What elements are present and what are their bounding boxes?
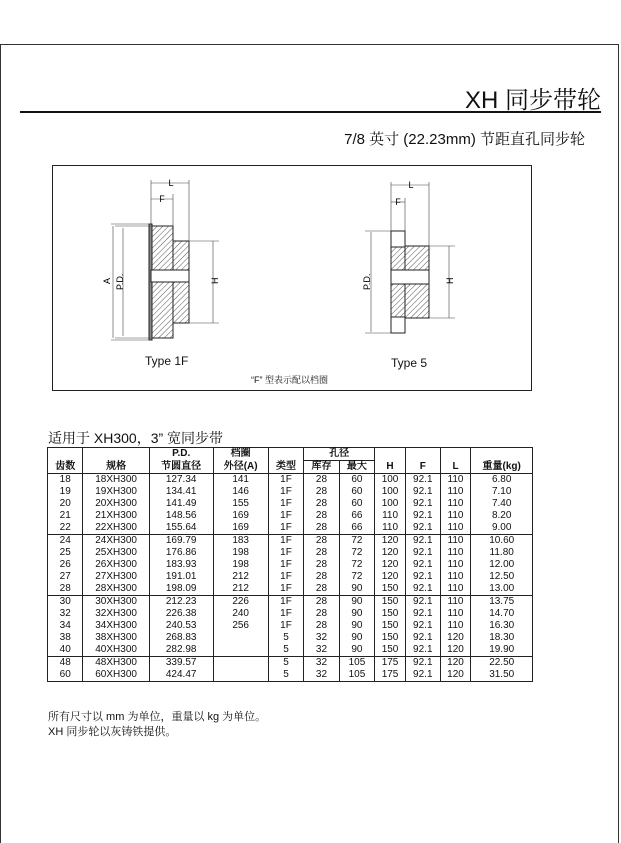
table-cell: 120 bbox=[440, 669, 471, 682]
table-cell: 28 bbox=[304, 620, 339, 632]
table-cell: 92.1 bbox=[405, 510, 440, 522]
table-cell: 110 bbox=[440, 571, 471, 583]
table-header-cell bbox=[471, 448, 533, 461]
table-row bbox=[48, 644, 533, 657]
table-header-row-1 bbox=[48, 448, 533, 461]
table-cell: 28 bbox=[304, 498, 339, 510]
table-cell: 198 bbox=[213, 547, 268, 559]
table-cell: 32XH300 bbox=[83, 608, 149, 620]
table-cell: 90 bbox=[339, 596, 374, 609]
table-cell: 5 bbox=[268, 657, 303, 670]
table-cell: 60XH300 bbox=[83, 669, 149, 682]
table-cell: 28 bbox=[304, 608, 339, 620]
table-header-cell: 类型 bbox=[268, 461, 303, 474]
table-header-cell: F bbox=[405, 461, 440, 474]
table-cell: 92.1 bbox=[405, 669, 440, 682]
table-cell: 26XH300 bbox=[83, 559, 149, 571]
table-row bbox=[48, 498, 533, 510]
table-cell: 32 bbox=[304, 632, 339, 644]
table-cell: 28 bbox=[304, 547, 339, 559]
table-header-cell bbox=[268, 448, 303, 461]
table-row bbox=[48, 596, 533, 609]
table-cell: 92.1 bbox=[405, 596, 440, 609]
table-cell: 110 bbox=[375, 510, 406, 522]
table-row bbox=[48, 535, 533, 548]
table-cell: 1F bbox=[268, 571, 303, 583]
table-cell: 176.86 bbox=[149, 547, 213, 559]
type-1f-caption: Type 1F bbox=[145, 354, 189, 368]
table-cell: 92.1 bbox=[405, 486, 440, 498]
footer-notes bbox=[48, 710, 266, 740]
table-cell: 22XH300 bbox=[83, 522, 149, 535]
table-cell: 120 bbox=[375, 547, 406, 559]
table-cell: 92.1 bbox=[405, 474, 440, 487]
table-cell: 8.20 bbox=[471, 510, 533, 522]
table-cell: 90 bbox=[339, 644, 374, 657]
table-cell: 1F bbox=[268, 535, 303, 548]
table-cell: 5 bbox=[268, 632, 303, 644]
table-cell: 268.83 bbox=[149, 632, 213, 644]
table-cell: 22 bbox=[48, 522, 83, 535]
table-cell: 25 bbox=[48, 547, 83, 559]
table-cell: 7.10 bbox=[471, 486, 533, 498]
table-cell: 72 bbox=[339, 535, 374, 548]
table-cell: 40 bbox=[48, 644, 83, 657]
table-cell: 1F bbox=[268, 474, 303, 487]
table-cell: 183 bbox=[213, 535, 268, 548]
table-cell: 1F bbox=[268, 608, 303, 620]
table-cell: 28 bbox=[304, 571, 339, 583]
table-cell: 72 bbox=[339, 559, 374, 571]
table-cell: 110 bbox=[440, 547, 471, 559]
table-cell: 28 bbox=[304, 583, 339, 596]
table-cell: 5 bbox=[268, 644, 303, 657]
table-row bbox=[48, 486, 533, 498]
table-cell: 424.47 bbox=[149, 669, 213, 682]
table-cell: 25XH300 bbox=[83, 547, 149, 559]
table-cell: 18.30 bbox=[471, 632, 533, 644]
table-cell: 28 bbox=[304, 474, 339, 487]
table-cell: 150 bbox=[375, 620, 406, 632]
table-cell: 28 bbox=[304, 535, 339, 548]
table-cell: 100 bbox=[375, 486, 406, 498]
table-cell: 6.80 bbox=[471, 474, 533, 487]
table-cell: 32 bbox=[304, 657, 339, 670]
table-cell: 20 bbox=[48, 498, 83, 510]
table-cell: 1F bbox=[268, 559, 303, 571]
table-cell: 120 bbox=[375, 571, 406, 583]
table-cell: 14.70 bbox=[471, 608, 533, 620]
table-cell: 38 bbox=[48, 632, 83, 644]
table-cell: 90 bbox=[339, 620, 374, 632]
table-row bbox=[48, 547, 533, 559]
table-header-cell bbox=[83, 448, 149, 461]
table-cell: 150 bbox=[375, 596, 406, 609]
table-cell: 92.1 bbox=[405, 498, 440, 510]
table-cell: 28 bbox=[304, 559, 339, 571]
table-cell: 146 bbox=[213, 486, 268, 498]
table-header-cell bbox=[440, 448, 471, 461]
table-cell: 120 bbox=[375, 559, 406, 571]
table-cell: 1F bbox=[268, 620, 303, 632]
table-cell: 5 bbox=[268, 669, 303, 682]
table-cell: 7.40 bbox=[471, 498, 533, 510]
table-header-cell: 齿数 bbox=[48, 461, 83, 474]
type5-F-label: F bbox=[395, 197, 401, 207]
table-cell: 30 bbox=[48, 596, 83, 609]
table-header-cell bbox=[405, 448, 440, 461]
table-cell: 240.53 bbox=[149, 620, 213, 632]
table-header-cell: 节圆直径 bbox=[149, 461, 213, 474]
table-cell: 28 bbox=[304, 510, 339, 522]
table-header-cell: H bbox=[375, 461, 406, 474]
table-cell: 26 bbox=[48, 559, 83, 571]
table-cell: 212 bbox=[213, 583, 268, 596]
table-cell: 92.1 bbox=[405, 522, 440, 535]
table-cell: 110 bbox=[440, 596, 471, 609]
table-cell: 38XH300 bbox=[83, 632, 149, 644]
table-cell: 24XH300 bbox=[83, 535, 149, 548]
table-cell: 22.50 bbox=[471, 657, 533, 670]
table-cell: 127.34 bbox=[149, 474, 213, 487]
table-cell: 60 bbox=[48, 669, 83, 682]
table-cell: 120 bbox=[440, 657, 471, 670]
table-cell: 100 bbox=[375, 474, 406, 487]
table-cell: 19XH300 bbox=[83, 486, 149, 498]
table-cell: 110 bbox=[440, 583, 471, 596]
table-cell: 72 bbox=[339, 547, 374, 559]
table-cell: 92.1 bbox=[405, 632, 440, 644]
table-cell: 110 bbox=[440, 608, 471, 620]
table-header-cell: 档圈 bbox=[213, 448, 268, 461]
table-row bbox=[48, 571, 533, 583]
table-cell: 169.79 bbox=[149, 535, 213, 548]
table-row bbox=[48, 669, 533, 682]
table-cell: 40XH300 bbox=[83, 644, 149, 657]
table-cell: 169 bbox=[213, 522, 268, 535]
table-cell: 110 bbox=[440, 620, 471, 632]
table-cell: 198 bbox=[213, 559, 268, 571]
table-cell: 150 bbox=[375, 608, 406, 620]
table-row bbox=[48, 522, 533, 535]
table-cell: 27XH300 bbox=[83, 571, 149, 583]
type-5-caption: Type 5 bbox=[391, 356, 428, 370]
table-row bbox=[48, 608, 533, 620]
table-cell: 28XH300 bbox=[83, 583, 149, 596]
table-cell: 13.75 bbox=[471, 596, 533, 609]
table-cell: 72 bbox=[339, 571, 374, 583]
page-title: XH 同步带轮 bbox=[464, 87, 601, 114]
table-cell: 18 bbox=[48, 474, 83, 487]
table-cell: 11.80 bbox=[471, 547, 533, 559]
table-cell: 20XH300 bbox=[83, 498, 149, 510]
table-cell: 92.1 bbox=[405, 559, 440, 571]
table-cell: 30XH300 bbox=[83, 596, 149, 609]
pulley-drawing bbox=[53, 166, 531, 390]
table-cell: 34XH300 bbox=[83, 620, 149, 632]
table-header-row-2 bbox=[48, 461, 533, 474]
table-cell: 1F bbox=[268, 522, 303, 535]
diagram-note: “F” 型表示配以档圈 bbox=[251, 375, 328, 385]
table-cell: 150 bbox=[375, 644, 406, 657]
table-cell: 198.09 bbox=[149, 583, 213, 596]
title-rule bbox=[20, 111, 601, 113]
table-cell: 282.98 bbox=[149, 644, 213, 657]
table-cell: 105 bbox=[339, 669, 374, 682]
table-cell: 110 bbox=[440, 474, 471, 487]
table-cell: 60 bbox=[339, 498, 374, 510]
type1-H-label: H bbox=[210, 277, 220, 284]
type5-L-label: L bbox=[408, 180, 414, 190]
table-cell: 28 bbox=[48, 583, 83, 596]
table-header-cell: 重量(kg) bbox=[471, 461, 533, 474]
type1-PD-label: P.D. bbox=[115, 273, 125, 290]
table-cell: 155.64 bbox=[149, 522, 213, 535]
footer-line-2: XH 同步轮以灰铸铁提供。 bbox=[48, 726, 177, 738]
page-subtitle: 7/8 英寸 (22.23mm) 节距直孔同步轮 bbox=[344, 131, 585, 148]
table-cell bbox=[213, 657, 268, 670]
table-cell: 110 bbox=[440, 498, 471, 510]
table-cell: 110 bbox=[375, 522, 406, 535]
table-cell: 240 bbox=[213, 608, 268, 620]
table-header-cell: 最大 bbox=[339, 461, 374, 474]
table-cell: 24 bbox=[48, 535, 83, 548]
table-cell: 32 bbox=[48, 608, 83, 620]
table-cell: 10.60 bbox=[471, 535, 533, 548]
table-cell: 110 bbox=[440, 535, 471, 548]
type5-PD-label: P.D. bbox=[362, 273, 372, 290]
table-header-cell: L bbox=[440, 461, 471, 474]
table-cell: 9.00 bbox=[471, 522, 533, 535]
pulley-diagram bbox=[52, 165, 532, 391]
table-cell: 191.01 bbox=[149, 571, 213, 583]
table-cell: 92.1 bbox=[405, 620, 440, 632]
table-header-cell: 规格 bbox=[83, 461, 149, 474]
table-body bbox=[48, 474, 533, 682]
table-cell: 92.1 bbox=[405, 547, 440, 559]
table-cell: 19 bbox=[48, 486, 83, 498]
table-cell: 66 bbox=[339, 522, 374, 535]
table-row bbox=[48, 620, 533, 632]
table-cell: 60 bbox=[339, 474, 374, 487]
table-cell: 92.1 bbox=[405, 644, 440, 657]
table-cell: 13.00 bbox=[471, 583, 533, 596]
table-cell: 150 bbox=[375, 632, 406, 644]
table-cell: 21XH300 bbox=[83, 510, 149, 522]
table-cell: 148.56 bbox=[149, 510, 213, 522]
table-cell: 120 bbox=[375, 535, 406, 548]
table-header-cell: 孔径 bbox=[304, 448, 375, 461]
table-cell: 1F bbox=[268, 510, 303, 522]
table-cell: 12.50 bbox=[471, 571, 533, 583]
table-cell: 175 bbox=[375, 669, 406, 682]
table-cell: 110 bbox=[440, 486, 471, 498]
table-cell: 90 bbox=[339, 632, 374, 644]
table-cell: 28 bbox=[304, 486, 339, 498]
table-cell: 212.23 bbox=[149, 596, 213, 609]
table-cell: 28 bbox=[304, 596, 339, 609]
table-cell: 32 bbox=[304, 644, 339, 657]
type5-H-label: H bbox=[445, 277, 455, 284]
table-cell: 18XH300 bbox=[83, 474, 149, 487]
table-row bbox=[48, 510, 533, 522]
table-cell: 12.00 bbox=[471, 559, 533, 571]
table-cell: 1F bbox=[268, 596, 303, 609]
table-row bbox=[48, 657, 533, 670]
table-cell: 110 bbox=[440, 510, 471, 522]
table-cell: 27 bbox=[48, 571, 83, 583]
table-cell: 48 bbox=[48, 657, 83, 670]
table-cell: 92.1 bbox=[405, 571, 440, 583]
table-cell: 92.1 bbox=[405, 583, 440, 596]
table-row bbox=[48, 474, 533, 487]
table-cell: 141 bbox=[213, 474, 268, 487]
table-cell: 105 bbox=[339, 657, 374, 670]
table-cell: 183.93 bbox=[149, 559, 213, 571]
footer-line-1: 所有尺寸以 mm 为单位，重量以 kg 为单位。 bbox=[48, 711, 267, 723]
table-cell: 21 bbox=[48, 510, 83, 522]
table-cell: 1F bbox=[268, 486, 303, 498]
table-row bbox=[48, 632, 533, 644]
table-cell: 169 bbox=[213, 510, 268, 522]
table-cell: 226 bbox=[213, 596, 268, 609]
table-header-cell: 库存 bbox=[304, 461, 339, 474]
table-header-cell bbox=[48, 448, 83, 461]
table-cell: 110 bbox=[440, 522, 471, 535]
table-caption: 适用于 XH300，3” 宽同步带 bbox=[48, 430, 224, 446]
table-cell: 226.38 bbox=[149, 608, 213, 620]
spec-table bbox=[47, 447, 533, 682]
table-cell: 32 bbox=[304, 669, 339, 682]
table-cell: 120 bbox=[440, 632, 471, 644]
type1-L-label: L bbox=[168, 178, 174, 188]
table-cell: 1F bbox=[268, 547, 303, 559]
table-header-cell bbox=[375, 448, 406, 461]
table-header-cell: 外径(A) bbox=[213, 461, 268, 474]
table-cell: 339.57 bbox=[149, 657, 213, 670]
table-cell bbox=[213, 632, 268, 644]
type1-A-label: A bbox=[102, 277, 112, 284]
type1-F-label: F bbox=[159, 194, 165, 204]
table-row bbox=[48, 583, 533, 596]
table-cell: 175 bbox=[375, 657, 406, 670]
table-cell: 1F bbox=[268, 498, 303, 510]
table-cell: 110 bbox=[440, 559, 471, 571]
type-1f-drawing bbox=[102, 178, 220, 340]
table-cell: 92.1 bbox=[405, 608, 440, 620]
table-cell: 34 bbox=[48, 620, 83, 632]
table-cell: 48XH300 bbox=[83, 657, 149, 670]
type-5-drawing bbox=[362, 180, 455, 333]
table-row bbox=[48, 559, 533, 571]
table-cell: 155 bbox=[213, 498, 268, 510]
table-cell: 141.49 bbox=[149, 498, 213, 510]
table-cell bbox=[213, 669, 268, 682]
table-cell: 92.1 bbox=[405, 657, 440, 670]
table-cell: 150 bbox=[375, 583, 406, 596]
table-cell: 90 bbox=[339, 583, 374, 596]
table-cell: 100 bbox=[375, 498, 406, 510]
table-cell: 134.41 bbox=[149, 486, 213, 498]
table-cell: 120 bbox=[440, 644, 471, 657]
table-cell: 92.1 bbox=[405, 535, 440, 548]
table-cell bbox=[213, 644, 268, 657]
table-cell: 19.90 bbox=[471, 644, 533, 657]
table-cell: 256 bbox=[213, 620, 268, 632]
table-cell: 90 bbox=[339, 608, 374, 620]
table-cell: 212 bbox=[213, 571, 268, 583]
table-header-cell: P.D. bbox=[149, 448, 213, 461]
table-cell: 16.30 bbox=[471, 620, 533, 632]
table-cell: 60 bbox=[339, 486, 374, 498]
table-cell: 31.50 bbox=[471, 669, 533, 682]
table-cell: 1F bbox=[268, 583, 303, 596]
table-cell: 66 bbox=[339, 510, 374, 522]
table-cell: 28 bbox=[304, 522, 339, 535]
